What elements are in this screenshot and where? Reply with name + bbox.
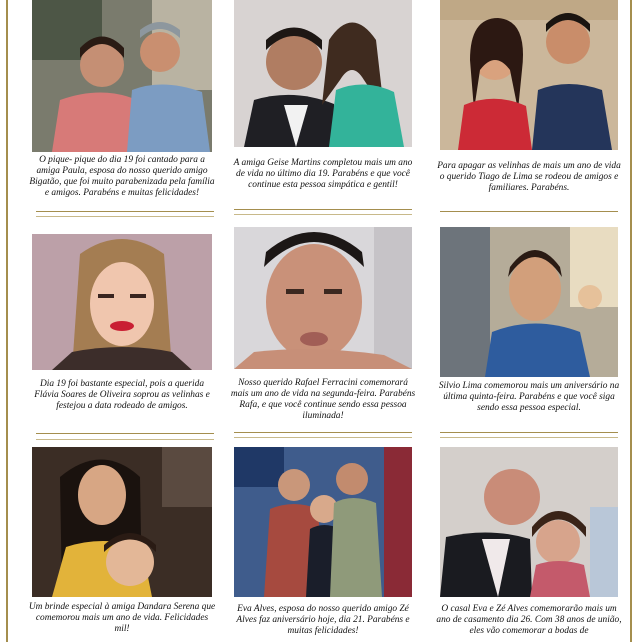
divider <box>234 209 412 210</box>
divider <box>36 439 214 440</box>
photo-dandara-serena <box>32 447 212 597</box>
divider <box>234 214 412 215</box>
divider <box>234 432 412 433</box>
photo-rafael-ferracini <box>234 227 412 369</box>
social-column-page <box>6 0 632 642</box>
caption-eva: Eva Alves, esposa do nosso querido amigo Zé Alves faz aniversário hoje, dia 21. Parabéns e muitas felicidades! <box>236 604 410 636</box>
caption-tiago: Para apagar as velinhas de mais um ano de vida o querido Tiago de Lima se rodeou de amigos e familiares. Parabéns. <box>437 161 621 193</box>
photo-silvio-lima <box>440 227 618 377</box>
caption-rafael: Nosso querido Rafael Ferracini comemorará mais um ano de vida na segunda-feira. Parabéns Rafa, e que você continue sendo essa pessoa iluminada! <box>230 378 416 421</box>
photo-flavia-soares <box>32 234 212 370</box>
divider <box>36 211 214 212</box>
caption-geise: A amiga Geise Martins completou mais um ano de vida no último dia 19. Parabéns e que você continue esta pessoa simpática e gentil! <box>233 158 413 190</box>
caption-dandara: Um brinde especial à amiga Dandara Serena que comemorou mais um ano de vida. Felicidades mil! <box>28 602 216 634</box>
caption-paula: O pique- pique do dia 19 foi cantado para a amiga Paula, esposa do nosso querido amigo Bigatão, que foi muito parabenizada pela família e amigos. Parabéns e muitas felicidades! <box>29 155 215 198</box>
photo-eva-e-ze-alves <box>440 447 618 597</box>
photo-eva-alves <box>234 447 412 597</box>
caption-flavia: Dia 19 foi bastante especial, pois a querida Flávia Soares de Oliveira soprou as velinhas e festejou a data rodeado de amigos. <box>34 379 210 411</box>
photo-geise-martins <box>234 0 412 147</box>
photo-paula-bigatao <box>32 0 212 152</box>
divider <box>440 437 618 438</box>
divider <box>440 432 618 433</box>
caption-eva-ze: O casal Eva e Zé Alves comemorarão mais um ano de casamento dia 26. Com 38 anos de união, eles vão comemorar a bodas de <box>436 604 622 636</box>
divider <box>36 433 214 434</box>
divider <box>36 216 214 217</box>
caption-silvio: Silvio Lima comemorou mais um aniversário na última quinta-feira. Parabéns e que você siga sendo essa pessoa especial. <box>438 381 620 413</box>
photo-tiago-de-lima <box>440 0 618 150</box>
divider <box>234 437 412 438</box>
divider <box>440 211 618 212</box>
